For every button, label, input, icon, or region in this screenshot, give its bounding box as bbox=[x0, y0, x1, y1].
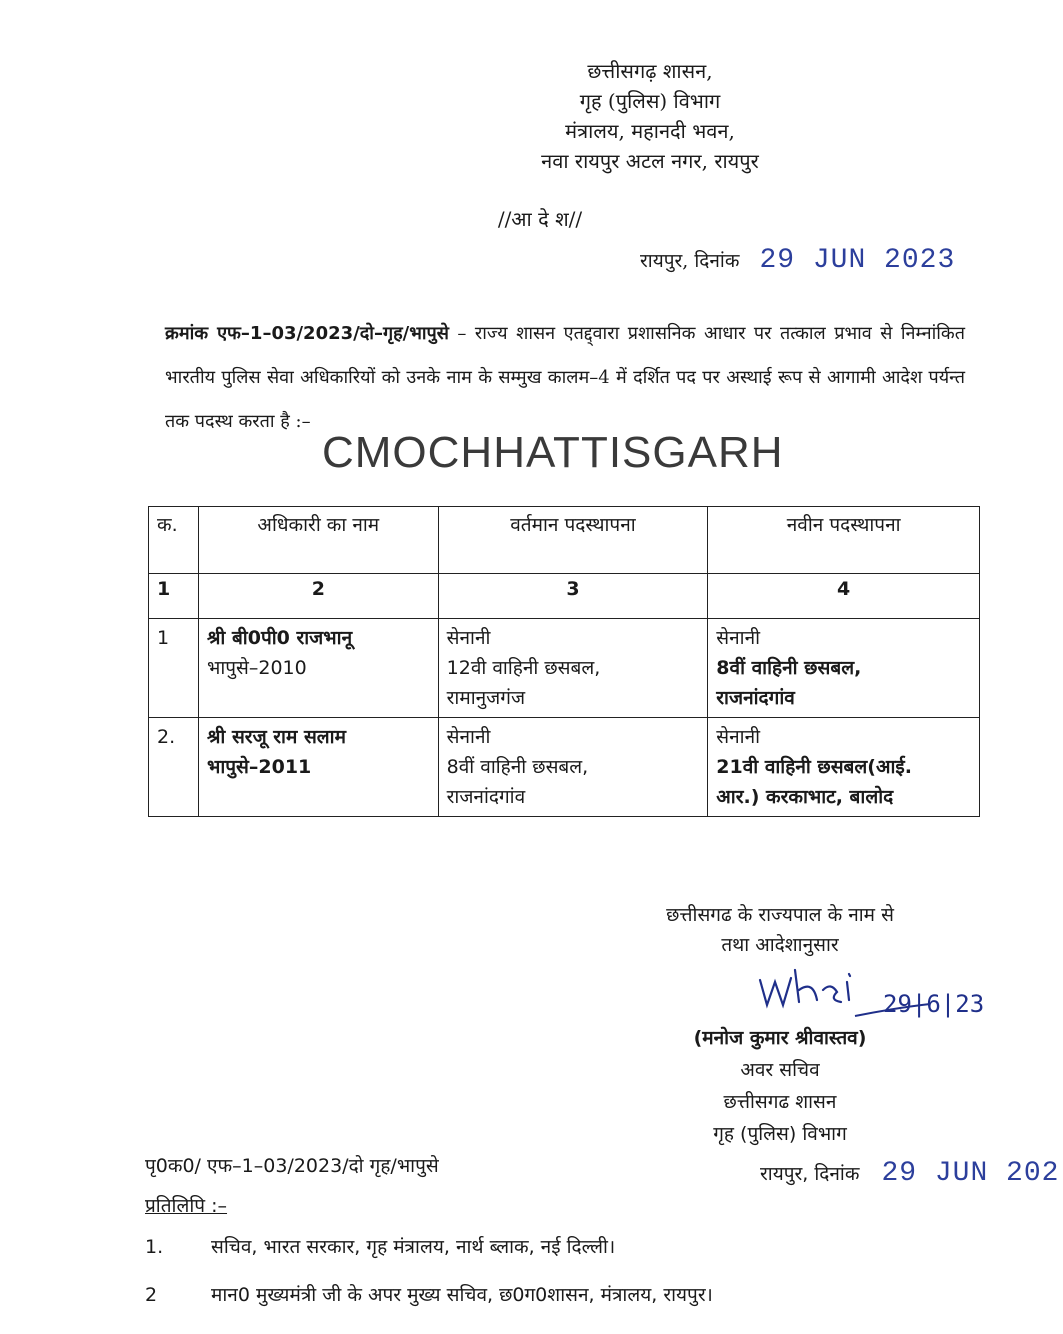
officer-batch: भापुसे–2011 bbox=[206, 756, 312, 778]
date-line bbox=[640, 245, 980, 276]
posting-line: सेनानी bbox=[716, 627, 761, 649]
column-header: क. bbox=[149, 507, 199, 574]
column-header: नवीन पदस्थापना bbox=[708, 507, 980, 574]
column-header: अधिकारी का नाम bbox=[198, 507, 438, 574]
posting-line: रामानुजगंज bbox=[446, 687, 526, 709]
list-number: 2 bbox=[145, 1284, 158, 1306]
list-number: 1. bbox=[145, 1236, 164, 1258]
list-text: मान0 मुख्यमंत्री जी के अपर मुख्य सचिव, छ0ग0शासन, मंत्रालय, रायपुर। bbox=[211, 1284, 713, 1306]
order-body bbox=[165, 312, 965, 444]
authority-text: तथा आदेशानुसार bbox=[721, 934, 839, 956]
list-text: सचिव, भारत सरकार, गृह मंत्रालय, नार्थ ब्लाक, नई दिल्ली। bbox=[211, 1236, 616, 1258]
officer-block bbox=[600, 1022, 960, 1150]
column-number: 3 bbox=[438, 574, 708, 619]
serial-number: 2. bbox=[149, 718, 199, 817]
posting-line: सेनानी bbox=[716, 726, 761, 748]
column-number: 2 bbox=[198, 574, 438, 619]
table-row bbox=[149, 619, 980, 718]
svg-text:29|6|23: 29|6|23 bbox=[883, 990, 985, 1018]
copy-list bbox=[145, 1232, 1005, 1328]
date-stamp: 29 JUN 202 bbox=[881, 1158, 1060, 1189]
current-posting-cell bbox=[438, 718, 708, 817]
signatory-name: (मनोज कुमार श्रीवास्तव) bbox=[693, 1027, 867, 1049]
posting-line: राजनांदगांव bbox=[446, 786, 526, 808]
endorsement-reference: पृ0क0/ एफ–1–03/2023/दो गृह/भापुसे bbox=[145, 1155, 439, 1177]
posting-line: 12वी वाहिनी छसबल, bbox=[446, 657, 601, 679]
current-posting-cell bbox=[438, 619, 708, 718]
date-label: रायपुर, दिनांक bbox=[760, 1163, 860, 1185]
letterhead-line: छत्तीसगढ़ शासन, bbox=[587, 59, 713, 83]
officer-name: श्री सरजू राम सलाम bbox=[206, 726, 346, 748]
signatory-org: छत्तीसगढ शासन bbox=[723, 1091, 837, 1113]
order-title: //आ दे श// bbox=[497, 207, 583, 231]
letterhead bbox=[300, 56, 1000, 176]
copy-to-label: प्रतिलिपि :– bbox=[145, 1195, 228, 1217]
officer-batch: भापुसे–2010 bbox=[206, 657, 307, 679]
posting-line: सेनानी bbox=[446, 627, 491, 649]
list-item bbox=[145, 1280, 1005, 1310]
posting-line: आर.) करकाभाट, बालोद bbox=[716, 786, 894, 808]
posting-line: 21वी वाहिनी छसबल(आई. bbox=[716, 756, 912, 778]
handwritten-signature bbox=[755, 960, 995, 1030]
table-row bbox=[149, 718, 980, 817]
new-posting-cell bbox=[708, 718, 980, 817]
column-number: 1 bbox=[149, 574, 199, 619]
authority-text: छत्तीसगढ के राज्यपाल के नाम से bbox=[666, 904, 894, 926]
order-reference: क्रमांक एफ–1–03/2023/दो–गृह/भापुसे bbox=[165, 323, 449, 344]
authority-line bbox=[600, 900, 960, 960]
date-label: रायपुर, दिनांक bbox=[640, 250, 740, 272]
order-text: – राज्य शासन एतद्द्वारा प्रशासनिक आधार पर तत्काल प्रभाव से निम्नांकित भारतीय पुलिस सेवा अधिकारियों को उनके नाम के सम्मुख कालम–4 में दर्शित पद पर अस्थाई रूप से आगामी आदेश पर्यन्त तक पदस्थ करता है :– bbox=[165, 323, 966, 432]
serial-number: 1 bbox=[149, 619, 199, 718]
new-posting-cell bbox=[708, 619, 980, 718]
posting-table bbox=[148, 506, 980, 817]
watermark-text: CMOCHHATTISGARH bbox=[322, 428, 784, 477]
endorsement-date bbox=[760, 1158, 1059, 1189]
column-number: 4 bbox=[708, 574, 980, 619]
posting-line: 8वीं वाहिनी छसबल, bbox=[446, 756, 589, 778]
officer-cell bbox=[198, 619, 438, 718]
officer-cell bbox=[198, 718, 438, 817]
column-number-row bbox=[149, 574, 980, 619]
table-header-row bbox=[149, 507, 980, 574]
column-header: वर्तमान पदस्थापना bbox=[438, 507, 708, 574]
posting-line: 8वीं वाहिनी छसबल, bbox=[716, 657, 862, 679]
signatory-designation: अवर सचिव bbox=[740, 1059, 820, 1081]
list-item bbox=[145, 1232, 1005, 1262]
posting-line: राजनांदगांव bbox=[716, 687, 795, 709]
letterhead-line: मंत्रालय, महानदी भवन, bbox=[565, 119, 735, 143]
letterhead-line: नवा रायपुर अटल नगर, रायपुर bbox=[541, 149, 759, 173]
officer-name: श्री बी0पी0 राजभानू bbox=[206, 627, 353, 649]
signatory-dept: गृह (पुलिस) विभाग bbox=[713, 1123, 847, 1145]
letterhead-line: गृह (पुलिस) विभाग bbox=[579, 89, 721, 113]
posting-line: सेनानी bbox=[446, 726, 491, 748]
date-stamp: 29 JUN 2023 bbox=[759, 245, 956, 276]
